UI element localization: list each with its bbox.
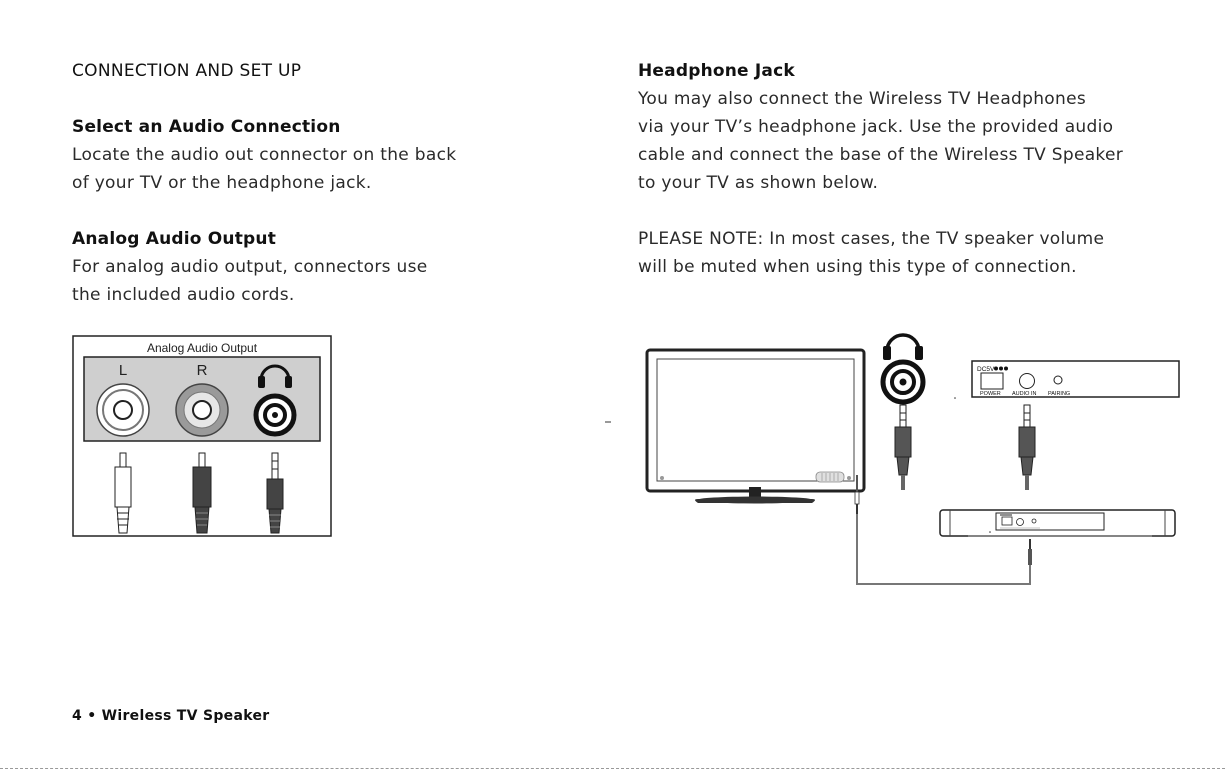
speaker-base xyxy=(940,510,1175,536)
headphone-text-line-1: You may also connect the Wireless TV Headphones xyxy=(638,89,1086,109)
power-label: POWER xyxy=(980,391,1001,397)
left-jack-label: L xyxy=(118,362,128,379)
select-audio-heading: Select an Audio Connection xyxy=(72,117,341,137)
right-audio-jack xyxy=(176,384,228,436)
headphone-text-line-4: to your TV as shown below. xyxy=(638,173,879,193)
headphone-text-line-2: via your TV’s headphone jack. Use the provided audio xyxy=(638,117,1114,137)
page-footer: 4 • Wireless TV Speaker xyxy=(72,708,270,724)
page-title: CONNECTION AND SET UP xyxy=(72,61,302,81)
analog-output-figure xyxy=(72,335,332,537)
headphone-plug xyxy=(895,405,911,490)
analog-output-line-2: the included audio cords. xyxy=(72,285,295,305)
headphone-icon xyxy=(883,335,923,360)
right-jack-label: R xyxy=(196,362,208,379)
figure-label: Analog Audio Output xyxy=(146,341,258,355)
analog-output-line-1: For analog audio output, connectors use xyxy=(72,257,428,277)
speaker-back-panel xyxy=(972,361,1179,397)
headphone-connection-diagram xyxy=(600,325,1200,595)
note-line-1: PLEASE NOTE: In most cases, the TV speaker volume xyxy=(638,229,1105,249)
page-bottom-rule xyxy=(0,768,1225,769)
headphone-jack-heading: Headphone Jack xyxy=(638,61,795,81)
pairing-label: PAIRING xyxy=(1048,391,1071,397)
select-audio-line-2: of your TV or the headphone jack. xyxy=(72,173,372,193)
headphone-text-line-3: cable and connect the base of the Wireless TV Speaker xyxy=(638,145,1124,165)
analog-output-heading: Analog Audio Output xyxy=(72,229,277,249)
tv-illustration xyxy=(647,350,864,504)
panel-model-label: DC5V xyxy=(977,366,995,373)
headphone-jack xyxy=(256,396,294,434)
left-audio-jack xyxy=(97,384,149,436)
select-audio-line-1: Locate the audio out connector on the back xyxy=(72,145,457,165)
audio-in-label: AUDIO IN xyxy=(1012,391,1037,397)
panel-plug xyxy=(1019,405,1035,490)
headphone-jack xyxy=(883,362,923,402)
note-line-2: will be muted when using this type of connection. xyxy=(638,257,1077,277)
